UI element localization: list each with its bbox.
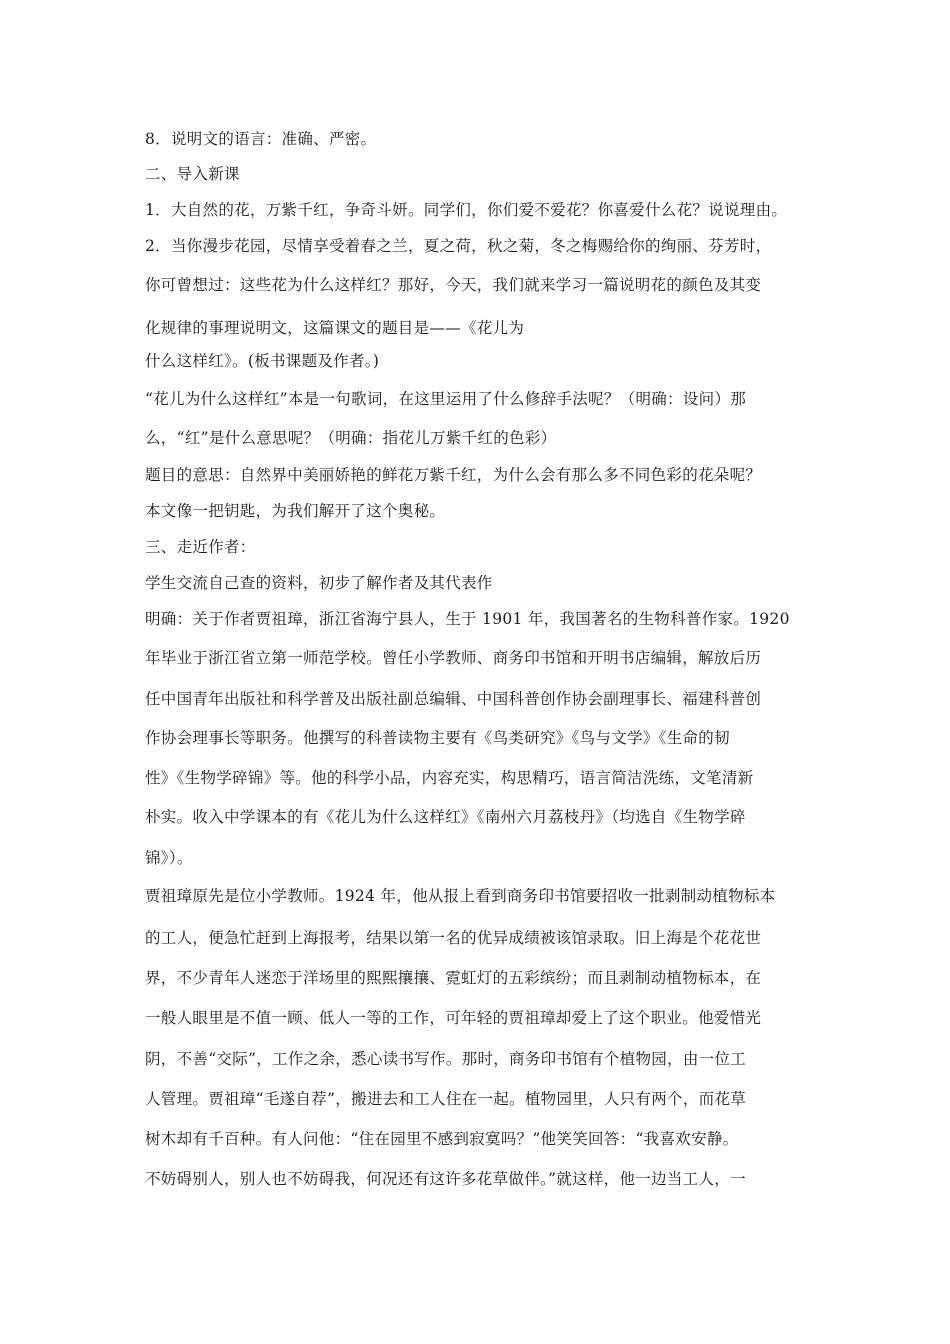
section-heading: 三、走近作者：: [145, 538, 256, 556]
text-line: 作协会理事长等职务。他撰写的科普读物主要有《鸟类研究》《鸟与文学》《生命的韧: [145, 729, 730, 747]
text-line: 朴实。收入中学课本的有《花儿为什么这样红》《南州六月荔枝丹》（均选自《生物学碎: [145, 808, 746, 826]
text-line: 学生交流自己查的资料，初步了解作者及其代表作: [145, 574, 493, 592]
text-line: 1．大自然的花，万紫千红，争奇斗妍。同学们，你们爱不爱花？你喜爱什么花？说说理由。: [145, 201, 788, 219]
text-line: 明确：关于作者贾祖璋，浙江省海宁县人，生于 1901 年，我国著名的生物科普作家。1920: [145, 610, 790, 628]
section-heading: 二、导入新课: [145, 165, 240, 183]
text-line: 2．当你漫步花园，尽情享受着春之兰，夏之荷，秋之菊，冬之梅赐给你的绚丽、芬芳时，: [145, 237, 772, 255]
text-line: 阴，不善“交际”，工作之余，悉心读书写作。那时，商务印书馆有个植物园，由一位工: [145, 1050, 747, 1068]
text-line: “花儿为什么这样红”本是一句歌词，在这里运用了什么修辞手法呢？（明确：设问）那: [145, 390, 747, 408]
text-line: 树木却有千百种。有人问他：“住在园里不感到寂寞吗？”他笑笑回答：“我喜欢安静。: [145, 1130, 739, 1148]
text-line: 8．说明文的语言：准确、严密。: [145, 130, 377, 148]
text-line: 题目的意思：自然界中美丽娇艳的鲜花万紫千红，为什么会有那么多不同色彩的花朵呢？: [145, 466, 762, 484]
text-line: 本文像一把钥匙，为我们解开了这个奥秘。: [145, 502, 446, 520]
text-line: 人管理。贾祖璋“毛遂自荐”，搬进去和工人住在一起。植物园里，人只有两个，而花草: [145, 1090, 747, 1108]
text-line: 么，“红”是什么意思呢？（明确：指花儿万紫千红的色彩）: [145, 429, 557, 447]
text-line: 年毕业于浙江省立第一师范学校。曾任小学教师、商务印书馆和开明书店编辑，解放后历: [145, 649, 762, 667]
text-line: 锦》）。: [145, 849, 193, 867]
text-line: 性》《生物学碎锦》等。他的科学小品，内容充实，构思精巧，语言简洁洗练，文笔清新: [145, 769, 754, 787]
text-line: 的工人，便急忙赶到上海报考，结果以第一名的优异成绩被该馆录取。旧上海是个花花世: [145, 929, 762, 947]
text-line: 化规律的事理说明文，这篇课文的题目是——《花儿为: [145, 319, 525, 337]
text-line: 什么这样红》。(板书课题及作者。): [145, 352, 380, 370]
text-line: 不妨碍别人，别人也不妨碍我，何况还有这许多花草做伴。”就这样，他一边当工人，一: [145, 1170, 746, 1188]
text-line: 界，不少青年人迷恋于洋场里的熙熙攘攘、霓虹灯的五彩缤纷；而且剥制动植物标本，在: [145, 969, 762, 987]
text-line: 任中国青年出版社和科学普及出版社副总编辑、中国科普创作协会副理事长、福建科普创: [145, 690, 762, 708]
text-line: 你可曾想过：这些花为什么这样红？那好，今天，我们就来学习一篇说明花的颜色及其变: [145, 276, 762, 294]
text-line: 一般人眼里是不值一顾、低人一等的工作，可年轻的贾祖璋却爱上了这个职业。他爱惜光: [145, 1009, 762, 1027]
text-line: 贾祖璋原先是位小学教师。1924 年，他从报上看到商务印书馆要招收一批剥制动植物标本: [145, 887, 776, 905]
